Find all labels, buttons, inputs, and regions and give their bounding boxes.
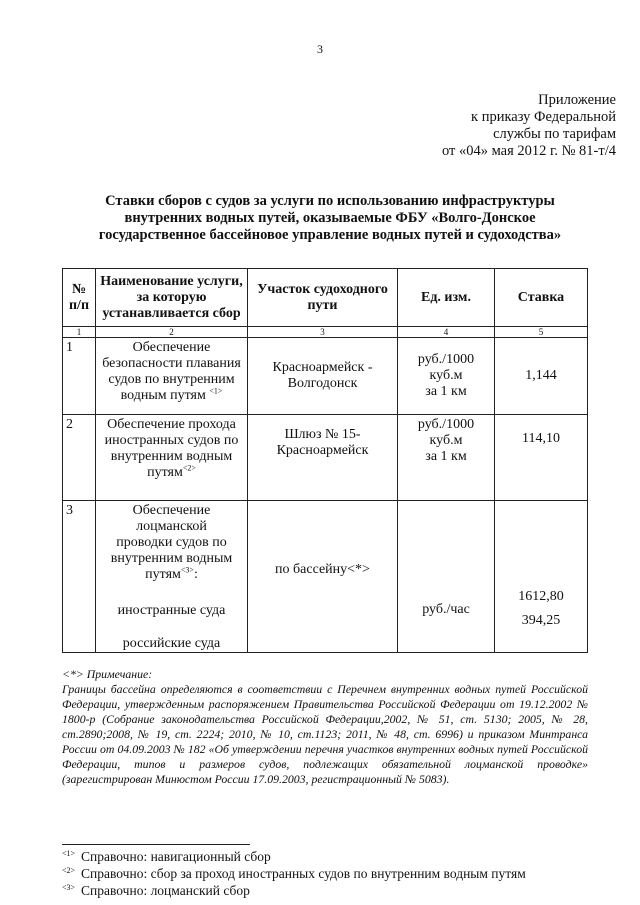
note-heading: <*> Примечание: xyxy=(62,667,153,681)
title-line: Ставки сборов с судов за услуги по использованию инфраструктуры xyxy=(105,193,555,209)
unit-line: руб./1000 xyxy=(417,352,475,367)
footnote-mark: <1> xyxy=(62,848,76,858)
rate-value-foreign: 1612,80 xyxy=(518,589,564,604)
note-text: Границы бассейна определяются в соответствии с Перечнем внутренних водных путей Российской Федерации, утвержденным распоряжением Правительства Российской Федерации от 19.12.2002 № 1800-р (Собрание законодательства Российской Федерации,2002, № 51, ст. 5130; 2005, № 28, ст.2890;2008, № 19, ст. 2224; 2010, № 10, ст.1123; 2011, № 48, ст. 6996) и приказом Минтранса России от 04.09.2003 № 182 «Об утверждении перечня участков внутренних водных путей Российской Федерации, типов и размеров судов, подлежащих обязательной лоцманской проводке» (зарегистрирован Минюстом России 17.09.2003, регистрационный № 5083). xyxy=(62,682,588,786)
footnote-ref: <1> xyxy=(209,386,223,396)
footnote-mark: <3> xyxy=(62,882,76,892)
unit-line: куб.м xyxy=(429,368,463,383)
section-line: Красноармейск - xyxy=(272,360,373,375)
header-number xyxy=(63,269,96,327)
header-text: № xyxy=(71,281,87,297)
table-row xyxy=(63,501,588,653)
unit-line: за 1 км xyxy=(425,384,467,399)
route-section xyxy=(248,338,398,415)
title-line: государственное бассейновое управление водных путей и судоходства» xyxy=(98,227,562,243)
service-line: Обеспечение xyxy=(132,340,211,355)
footnote xyxy=(62,882,526,899)
rate-value-russian: 394,25 xyxy=(521,613,561,628)
title-line: внутренних водных путей, оказываемые ФБУ «Волго-Донское xyxy=(124,210,536,226)
service-name xyxy=(96,501,248,653)
header-unit: Ед. изм. xyxy=(398,269,495,327)
unit-line: куб.м xyxy=(429,433,463,448)
service-name xyxy=(96,338,248,415)
service-subitem-russian: российские суда xyxy=(122,636,221,651)
rate-values xyxy=(495,501,588,653)
row-number: 3 xyxy=(63,501,96,653)
table-row xyxy=(63,415,588,501)
service-name xyxy=(96,415,248,501)
header-text: пути xyxy=(307,297,338,313)
footnote-ref: <3> xyxy=(180,565,194,575)
rates-table xyxy=(62,268,588,653)
header-service xyxy=(96,269,248,327)
service-text: водным путям xyxy=(120,388,206,403)
service-line: безопасности плавания xyxy=(102,356,241,371)
service-line: Обеспечение лоцманской xyxy=(132,503,211,534)
footnote xyxy=(62,865,526,882)
service-line: иностранных судов по xyxy=(104,433,239,448)
unit-line: за 1 км xyxy=(425,449,467,464)
service-text: : xyxy=(193,567,198,582)
header-text: устанавливается сбор xyxy=(102,305,241,321)
rate-value: 114,10 xyxy=(495,415,588,501)
footnote-text: Справочно: навигационный сбор xyxy=(81,849,271,864)
route-section xyxy=(248,415,398,501)
footnote-text: Справочно: лоцманский сбор xyxy=(81,883,250,898)
column-number-row xyxy=(63,327,588,338)
footnote xyxy=(62,848,526,865)
route-section: по бассейну<*> xyxy=(248,501,398,653)
appendix-line: к приказу Федеральной xyxy=(471,109,616,125)
header-text: Наименование услуги, xyxy=(100,273,243,289)
section-line: Шлюз № 15- xyxy=(284,427,361,442)
page-number: 3 xyxy=(317,42,323,56)
unit-line: руб./1000 xyxy=(417,417,475,432)
service-line xyxy=(99,567,244,583)
service-subitem-foreign: иностранные суда xyxy=(117,603,226,618)
header-text: за которую xyxy=(136,289,207,305)
section-line: Волгодонск xyxy=(287,376,358,391)
row-number: 1 xyxy=(63,338,96,415)
rate-value: 1,144 xyxy=(495,338,588,415)
service-line: судов по внутренним xyxy=(108,372,235,387)
header-section xyxy=(248,269,398,327)
header-rate: Ставка xyxy=(495,269,588,327)
service-line: внутренним водным xyxy=(110,449,233,464)
column-number: 5 xyxy=(495,327,588,338)
column-number: 2 xyxy=(96,327,248,338)
service-line xyxy=(99,465,244,481)
appendix-line: службы по тарифам xyxy=(493,126,616,142)
column-number: 4 xyxy=(398,327,495,338)
appendix-line: Приложение xyxy=(538,92,616,108)
appendix-block xyxy=(442,92,616,160)
footnote-divider xyxy=(62,844,250,845)
footnote-mark: <2> xyxy=(62,865,76,875)
unit xyxy=(398,415,495,501)
service-text: путям xyxy=(145,567,181,582)
header-text: п/п xyxy=(68,297,90,313)
table-row xyxy=(63,338,588,415)
service-line xyxy=(99,388,244,404)
section-line: Красноармейск xyxy=(276,443,369,458)
unit xyxy=(398,338,495,415)
table-header-row xyxy=(63,269,588,327)
header-text: Участок судоходного xyxy=(257,281,388,297)
service-line: внутренним водным xyxy=(110,551,233,566)
appendix-line: от «04» мая 2012 г. № 81-т/4 xyxy=(441,143,616,159)
footnote-text: Справочно: сбор за проход иностранных судов по внутренним водным путям xyxy=(81,866,526,881)
row-number: 2 xyxy=(63,415,96,501)
service-line: Обеспечение прохода xyxy=(107,417,236,432)
unit: руб./час xyxy=(398,501,495,653)
service-line: проводки судов по xyxy=(116,535,227,550)
column-number: 1 xyxy=(63,327,96,338)
column-number: 3 xyxy=(248,327,398,338)
footnotes xyxy=(62,848,526,899)
service-text: путям xyxy=(147,465,183,480)
document-title xyxy=(60,193,600,244)
footnote-ref: <2> xyxy=(182,463,196,473)
note-block xyxy=(62,667,588,787)
